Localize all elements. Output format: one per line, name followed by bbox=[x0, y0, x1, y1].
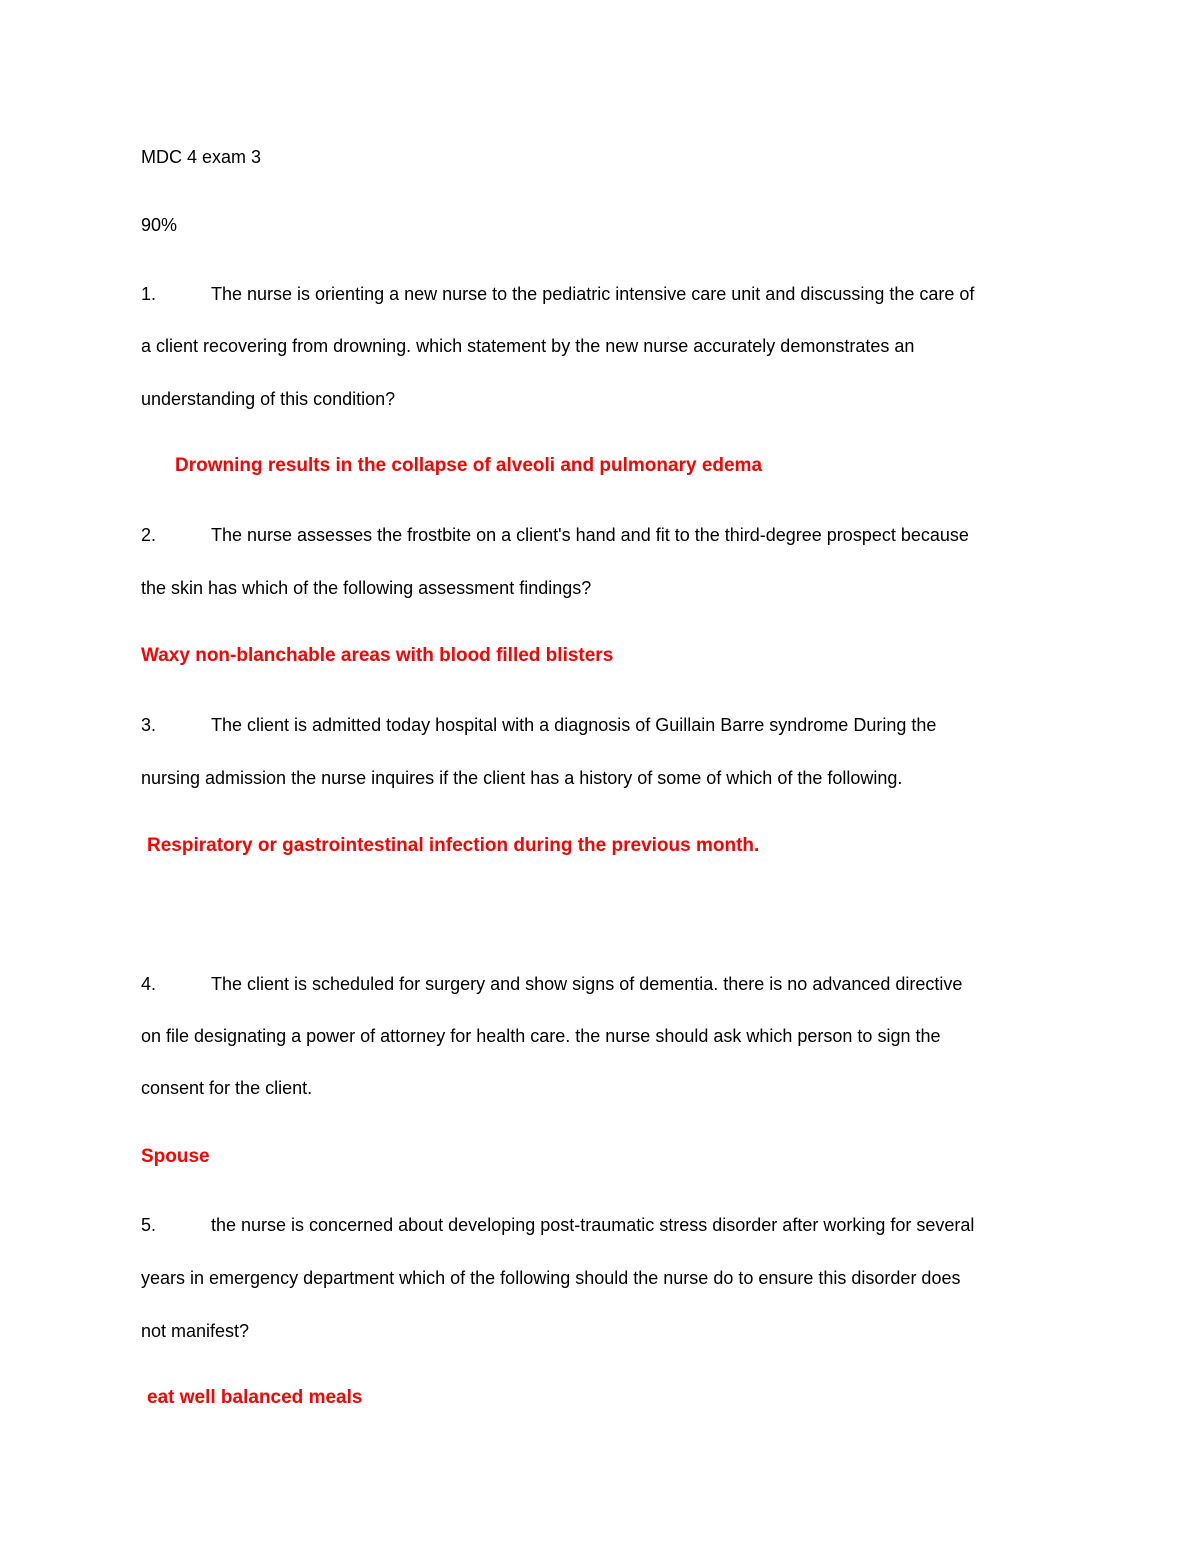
question-text-line: a client recovering from drowning. which statement by the new nurse accurately demonstrates an bbox=[141, 336, 915, 356]
question-number: 2. bbox=[141, 525, 157, 545]
question-text-line: The nurse is orienting a new nurse to the pediatric intensive care unit and discussing the care of bbox=[211, 284, 975, 304]
question-text-line: understanding of this condition? bbox=[141, 389, 396, 409]
question-number: 3. bbox=[141, 715, 157, 735]
question-text-line: on file designating a power of attorney for health care. the nurse should ask which person to sign the bbox=[141, 1026, 941, 1046]
document-title: MDC 4 exam 3 bbox=[141, 147, 262, 167]
answer-text: eat well balanced meals bbox=[147, 1387, 363, 1408]
question-text-line: nursing admission the nurse inquires if the client has a history of some of which of the following. bbox=[141, 768, 903, 788]
answer-text: Drowning results in the collapse of alveoli and pulmonary edema bbox=[175, 455, 763, 476]
question-text-line: years in emergency department which of the following should the nurse do to ensure this disorder does bbox=[141, 1268, 961, 1288]
question-text-line: the nurse is concerned about developing post-traumatic stress disorder after working for several bbox=[211, 1215, 975, 1235]
answer-text: Respiratory or gastrointestinal infection during the previous month. bbox=[147, 835, 760, 856]
answer-text: Waxy non-blanchable areas with blood filled blisters bbox=[141, 645, 614, 666]
question-text-line: The client is scheduled for surgery and show signs of dementia. there is no advanced directive bbox=[211, 974, 963, 994]
answer-text: Spouse bbox=[141, 1146, 210, 1167]
question-text-line: the skin has which of the following assessment findings? bbox=[141, 578, 592, 598]
question-text-line: consent for the client. bbox=[141, 1078, 313, 1098]
question-text-line: not manifest? bbox=[141, 1321, 250, 1341]
score-text: 90% bbox=[141, 215, 178, 235]
question-number: 5. bbox=[141, 1215, 157, 1235]
question-number: 1. bbox=[141, 284, 157, 304]
question-text-line: The nurse assesses the frostbite on a client's hand and fit to the third-degree prospect because bbox=[211, 525, 969, 545]
question-text-line: The client is admitted today hospital with a diagnosis of Guillain Barre syndrome During the bbox=[211, 715, 937, 735]
question-number: 4. bbox=[141, 974, 157, 994]
